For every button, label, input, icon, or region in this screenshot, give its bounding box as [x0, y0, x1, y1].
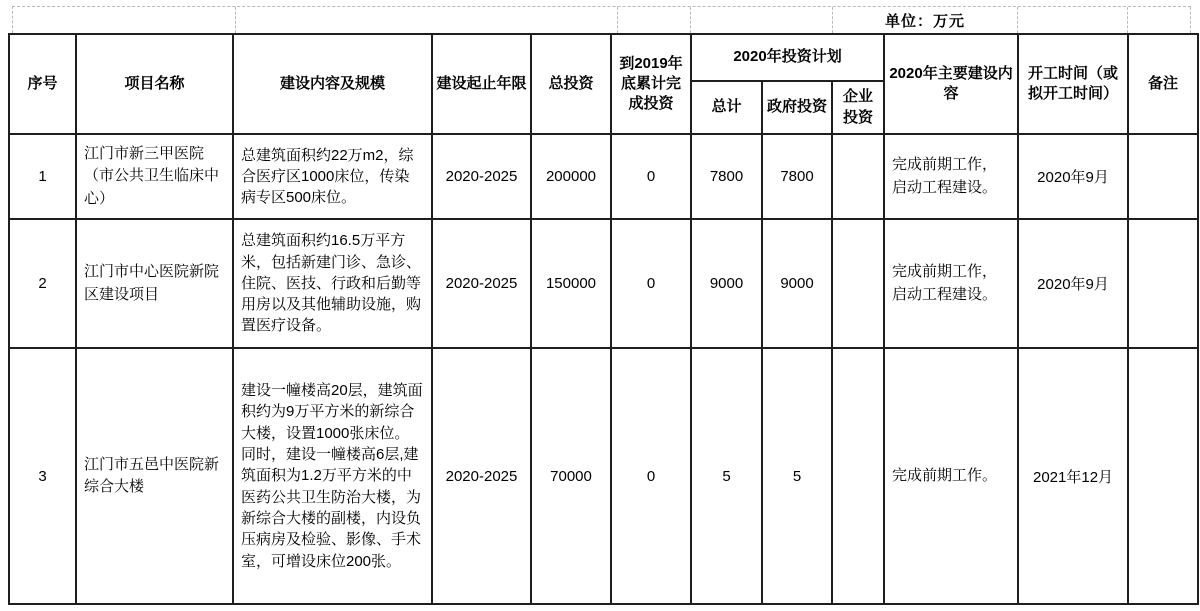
projects-table: [8, 33, 1199, 605]
cell-index: 2: [9, 219, 76, 348]
unit-label: 单位：万元: [884, 12, 965, 30]
grid-cell: [1018, 7, 1128, 33]
grid-cell: [236, 7, 618, 33]
col-header-enterprise-investment: 企业投资: [832, 81, 884, 134]
cell-start-time: 2021年12月: [1018, 348, 1128, 604]
table-row: [9, 348, 1198, 604]
col-header-period: 建设起止年限: [432, 34, 531, 134]
col-header-start-time: 开工时间（或拟开工时间）: [1018, 34, 1128, 134]
cell-period: 2020-2025: [432, 348, 531, 604]
cell-main-content-2020: 完成前期工作，启动工程建设。: [884, 134, 1018, 219]
col-header-remarks: 备注: [1128, 34, 1198, 134]
cell-plan-total: 5: [691, 348, 762, 604]
grid-cell: [618, 7, 691, 33]
cell-remarks: [1128, 134, 1198, 219]
cell-period: 2020-2025: [432, 134, 531, 219]
col-header-index: 序号: [9, 34, 76, 134]
grid-cell: [13, 7, 236, 33]
cell-start-time: 2020年9月: [1018, 134, 1128, 219]
cell-total-investment: 200000: [531, 134, 611, 219]
cell-project-name: 江门市中心医院新院区建设项目: [76, 219, 233, 348]
cell-gov-investment: 7800: [762, 134, 832, 219]
col-header-plan-2020-group: 2020年投资计划: [691, 34, 884, 81]
cell-main-content-2020: 完成前期工作，启动工程建设。: [884, 219, 1018, 348]
cell-period: 2020-2025: [432, 219, 531, 348]
col-header-total-investment: 总投资: [531, 34, 611, 134]
cell-content-scale: 总建筑面积约16.5万平方米，包括新建门诊、急诊、住院、医技、行政和后勤等用房以及其他辅助设施，购置医疗设备。: [233, 219, 432, 348]
table-body: [9, 134, 1198, 604]
table-row: [9, 219, 1198, 348]
col-header-project-name: 项目名称: [76, 34, 233, 134]
cell-completed-by-2019: 0: [611, 134, 691, 219]
table-header: [9, 34, 1198, 134]
grid-cell: [1128, 7, 1191, 33]
cell-total-investment: 70000: [531, 348, 611, 604]
cell-remarks: [1128, 348, 1198, 604]
gridline-strip: [12, 6, 1191, 33]
grid-cell: [691, 7, 833, 33]
cell-start-time: 2020年9月: [1018, 219, 1128, 348]
cell-plan-total: 9000: [691, 219, 762, 348]
cell-index: 3: [9, 348, 76, 604]
cell-content-scale: 总建筑面积约22万m2，综合医疗区1000床位，传染病专区500床位。: [233, 134, 432, 219]
grid-cell: [833, 7, 1018, 33]
cell-project-name: 江门市新三甲医院（市公共卫生临床中心）: [76, 134, 233, 219]
cell-project-name: 江门市五邑中医院新综合大楼: [76, 348, 233, 604]
cell-total-investment: 150000: [531, 219, 611, 348]
cell-completed-by-2019: 0: [611, 348, 691, 604]
cell-content-scale: 建设一幢楼高20层，建筑面积约为9万平方米的新综合大楼，设置1000张床位。同时，建设一幢楼高6层,建筑面积为1.2万平方米的中医药公共卫生防治大楼，为新综合大楼的副楼，内设负压病房及检验、影像、手术室，可增设床位200张。: [233, 348, 432, 604]
cell-plan-total: 7800: [691, 134, 762, 219]
cell-enterprise-investment: [832, 348, 884, 604]
col-header-gov-investment: 政府投资: [762, 81, 832, 134]
cell-completed-by-2019: 0: [611, 219, 691, 348]
cell-enterprise-investment: [832, 134, 884, 219]
col-header-completed-by-2019: 到2019年底累计完成投资: [611, 34, 691, 134]
col-header-main-content-2020: 2020年主要建设内容: [884, 34, 1018, 134]
table-row: [9, 134, 1198, 219]
col-header-content-scale: 建设内容及规模: [233, 34, 432, 134]
header-row-top: [9, 34, 1198, 81]
col-header-plan-total: 总计: [691, 81, 762, 134]
cell-gov-investment: 5: [762, 348, 832, 604]
cell-gov-investment: 9000: [762, 219, 832, 348]
cell-enterprise-investment: [832, 219, 884, 348]
cell-main-content-2020: 完成前期工作。: [884, 348, 1018, 604]
cell-remarks: [1128, 219, 1198, 348]
cell-index: 1: [9, 134, 76, 219]
